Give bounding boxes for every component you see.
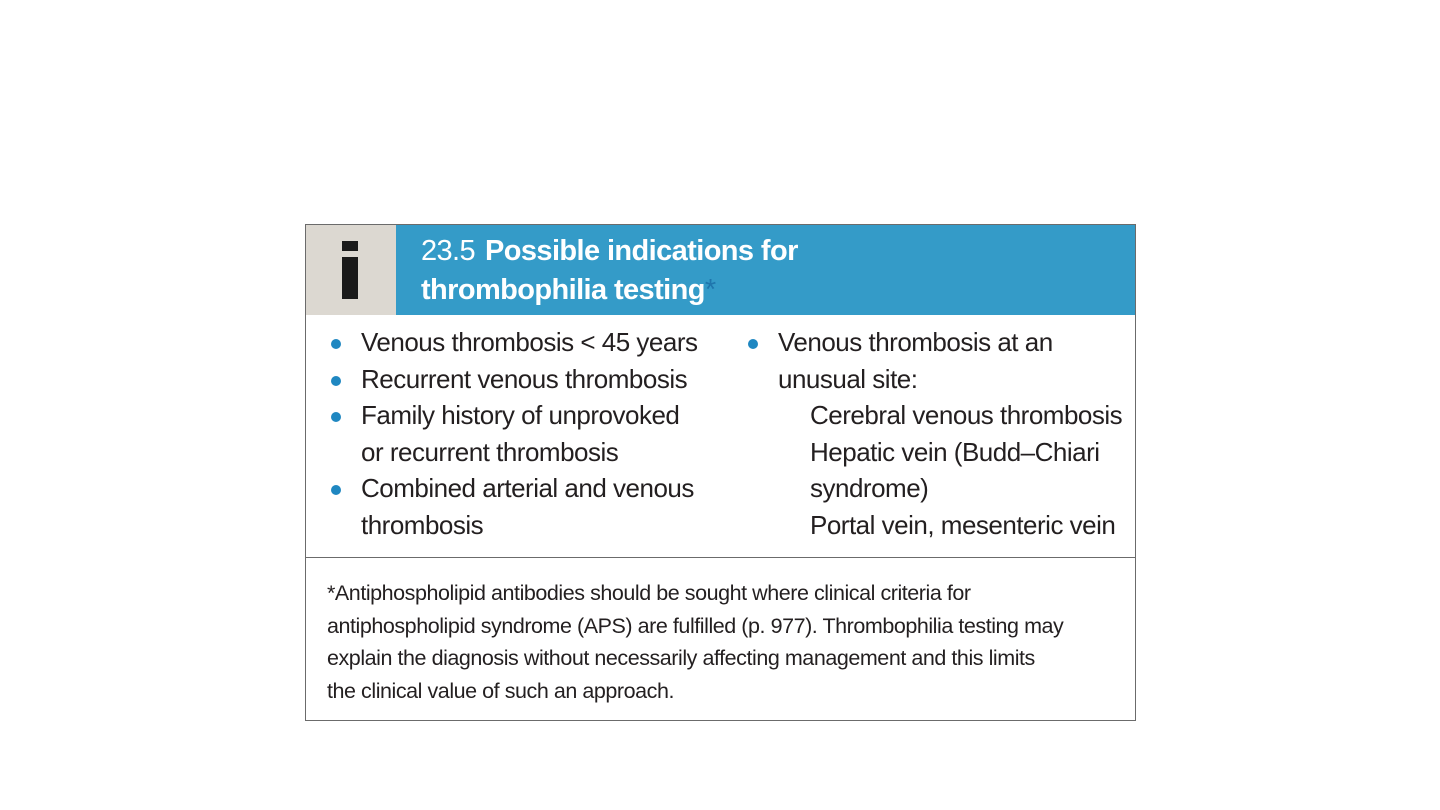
bullet-icon — [748, 339, 758, 349]
unusual-site-sublist — [746, 397, 1131, 543]
list-item-line: unusual site: — [778, 363, 918, 394]
list-item — [329, 397, 709, 470]
title-text-2: thrombophilia testing — [421, 274, 705, 306]
title-line-2 — [421, 271, 1135, 310]
footnote-line: explain the diagnosis without necessarily affecting management and this limits — [327, 646, 1035, 670]
footnote-line: the clinical value of such an approach. — [327, 678, 674, 703]
list-item-line: Family history of unprovoked — [361, 400, 680, 430]
list-item — [329, 361, 709, 398]
info-icon-stem — [342, 257, 358, 299]
sublist-item: Hepatic vein (Budd–Chiari — [810, 436, 1100, 467]
sublist-item: Cerebral venous thrombosis — [810, 400, 1123, 430]
info-box — [305, 224, 1136, 721]
list-item — [746, 324, 1131, 397]
footnote-line: *Antiphospholipid antibodies should be sought where clinical criteria for — [327, 581, 971, 605]
list-item-line: Combined arterial and venous — [361, 473, 694, 503]
list-item-line: Venous thrombosis < 45 years — [361, 327, 698, 357]
footnote — [327, 577, 1127, 707]
box-header — [306, 225, 1135, 315]
title-line-1 — [421, 232, 1135, 271]
list-item-line: Venous thrombosis at an — [778, 327, 1053, 357]
list-item — [329, 470, 709, 543]
sublist-item: Portal vein, mesenteric vein — [810, 509, 1116, 540]
box-title — [396, 225, 1135, 315]
list-item — [329, 324, 709, 361]
bullet-icon — [331, 485, 341, 495]
left-list — [329, 324, 709, 543]
list-item-line: Recurrent venous thrombosis — [361, 363, 688, 394]
box-number: 23.5 — [421, 235, 476, 267]
indications-lists — [306, 315, 1135, 558]
icon-cell — [306, 225, 396, 315]
sublist-item: syndrome) — [810, 473, 929, 503]
bullet-icon — [331, 339, 341, 349]
right-list — [746, 324, 1131, 397]
list-item-line: thrombosis — [361, 509, 484, 540]
bullet-icon — [331, 412, 341, 422]
info-icon — [342, 241, 358, 299]
footnote-line: antiphospholipid syndrome (APS) are fulfilled (p. 977). Thrombophilia testing may — [327, 613, 1064, 638]
bullet-icon — [331, 376, 341, 386]
info-icon-dot — [342, 241, 358, 251]
title-text-1: Possible indications for — [485, 235, 798, 267]
title-asterisk: * — [704, 274, 716, 306]
list-item-line: or recurrent thrombosis — [361, 436, 619, 467]
